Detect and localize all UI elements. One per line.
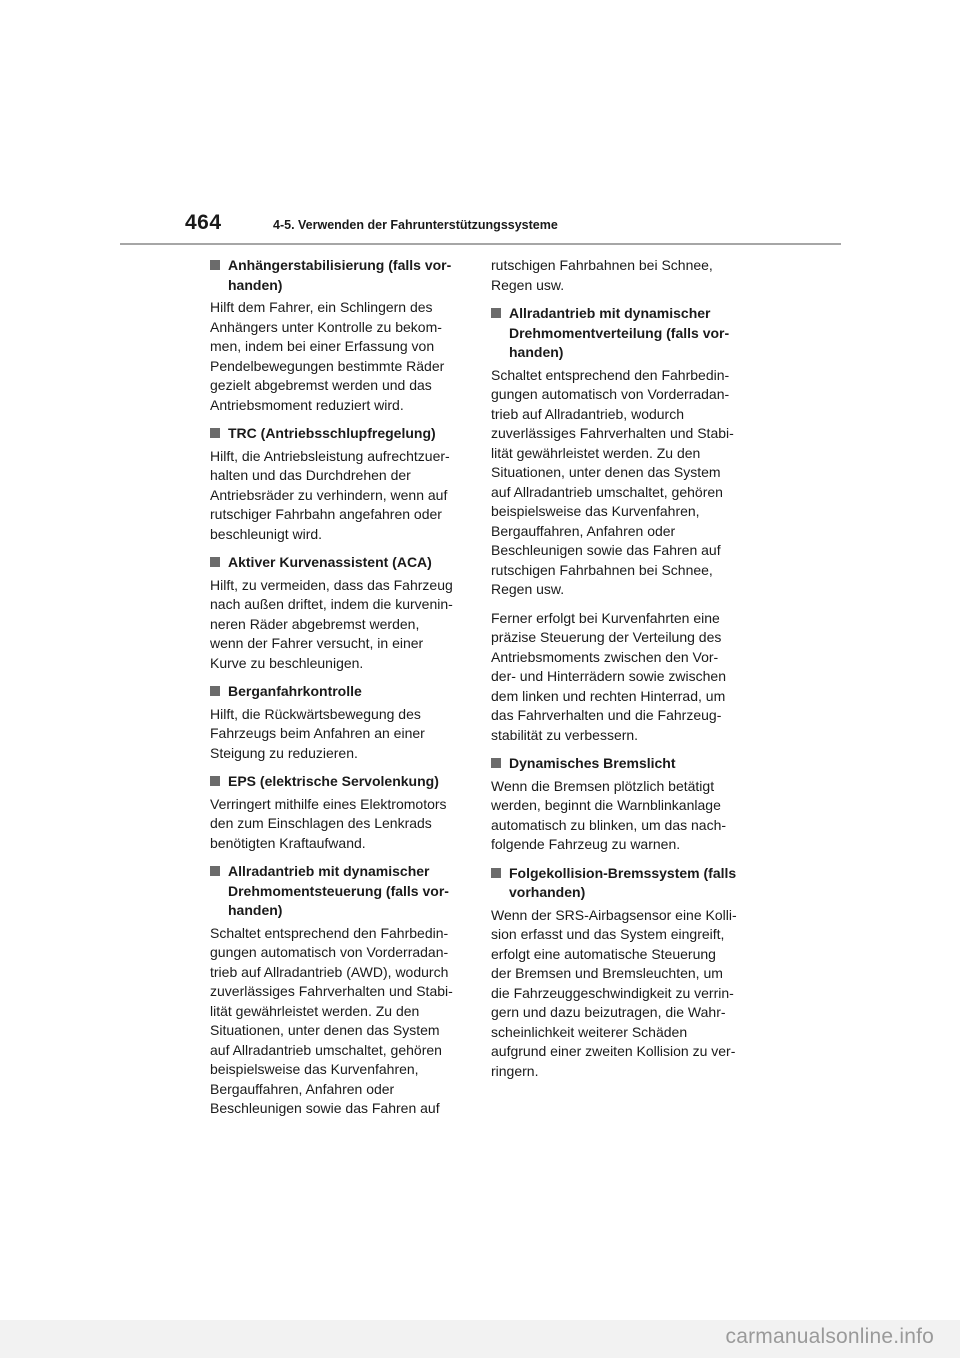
body-paragraph-line: gungen automatisch von Vorderradan-: [210, 944, 449, 960]
section-heading-line: Drehmomentverteilung (falls vor-: [509, 324, 730, 341]
square-bullet-icon: [491, 868, 501, 878]
section-heading-line: Anhängerstabilisierung (falls vor-: [228, 257, 452, 273]
body-paragraph-line: den zum Einschlagen des Lenkrads: [210, 815, 432, 831]
section-heading-line: handen): [228, 902, 283, 918]
section-heading-line: Drehmomentsteuerung (falls vor-: [228, 882, 449, 899]
section-heading-line: TRC (Antriebsschlupfregelung): [228, 425, 436, 441]
body-paragraph-line: benötigten Kraftaufwand.: [210, 834, 366, 851]
body-paragraph-line: gungen automatisch von Vorderradan-: [491, 386, 730, 402]
body-paragraph: [491, 777, 746, 855]
section-heading: [210, 553, 465, 573]
body-paragraph-line: präzise Steuerung der Verteilung des: [491, 629, 722, 645]
body-paragraph-line: beschleunigt wird.: [210, 525, 323, 542]
body-paragraph-line: trieb auf Allradantrieb, wodurch: [491, 405, 684, 422]
body-paragraph-line: werden, beginnt die Warnblinkanlage: [491, 797, 721, 813]
square-bullet-icon: [210, 776, 220, 786]
body-paragraph-line: beispielsweise das Kurvenfahren,: [210, 1061, 419, 1077]
body-paragraph-line: halten und das Durchdrehen der: [210, 467, 411, 483]
body-paragraph-line: beispielsweise das Kurvenfahren,: [491, 503, 700, 519]
body-paragraph-line: men, indem bei einer Erfassung von: [210, 338, 435, 354]
body-paragraph-line: die Fahrzeuggeschwindigkeit zu verrin-: [491, 984, 734, 1001]
body-paragraph: [210, 298, 465, 415]
body-paragraph-line: der Bremsen und Bremsleuchten, um: [491, 965, 723, 981]
body-paragraph-line: auf Allradantrieb umschaltet, gehören: [210, 1041, 442, 1058]
body-paragraph-line: Verringert mithilfe eines Elektromotors: [210, 795, 447, 812]
section-heading: [210, 682, 465, 702]
body-paragraph-line: der- und Hinterrädern sowie zwischen: [491, 668, 726, 684]
square-bullet-icon: [491, 758, 501, 768]
body-paragraph-line: stabilität zu verbessern.: [491, 726, 639, 743]
body-paragraph-line: scheinlichkeit weiterer Schäden: [491, 1023, 688, 1040]
body-paragraph-line: wenn der Fahrer versucht, in einer: [210, 635, 424, 651]
body-paragraph-line: Beschleunigen sowie das Fahren auf: [210, 1100, 440, 1116]
body-paragraph-line: rutschigen Fahrbahnen bei Schnee,: [491, 561, 713, 578]
body-paragraph-line: Wenn der SRS-Airbagsensor eine Kolli-: [491, 906, 737, 923]
section-heading-line: Aktiver Kurvenassistent (ACA): [228, 554, 432, 570]
header-divider: [120, 243, 841, 245]
body-paragraph-line: trieb auf Allradantrieb (AWD), wodurch: [210, 963, 449, 980]
body-paragraph-line: neren Räder abgebremst werden,: [210, 615, 420, 632]
body-paragraph-line: Regen usw.: [491, 581, 565, 597]
body-paragraph-line: Hilft, die Antriebsleistung aufrechtzuer-: [210, 447, 450, 464]
continued-paragraph-line: rutschigen Fahrbahnen bei Schnee,: [491, 257, 713, 273]
section-heading-line: vorhanden): [509, 884, 586, 900]
body-paragraph-line: Situationen, unter denen das System: [210, 1022, 440, 1038]
continued-paragraph-line: Regen usw.: [491, 276, 565, 293]
body-paragraph-line: Situationen, unter denen das System: [491, 464, 721, 480]
body-paragraph-line: zuverlässiges Fahrverhalten und Stabi-: [210, 983, 453, 999]
body-paragraph-line: rutschiger Fahrbahn angefahren oder: [210, 506, 442, 522]
watermark-text: carmanualsonline.info: [725, 1325, 934, 1348]
square-bullet-icon: [210, 866, 220, 876]
continued-paragraph: [491, 256, 746, 295]
section-title: 4-5. Verwenden der Fahrunterstützungssysteme: [273, 218, 558, 232]
body-paragraph: [491, 366, 746, 600]
body-paragraph-line: Bergauffahren, Anfahren oder: [491, 522, 676, 539]
body-paragraph-line: automatisch zu blinken, um das nach-: [491, 816, 727, 833]
body-paragraph-line: Antriebsmoments zwischen den Vor-: [491, 648, 719, 665]
body-paragraph: [210, 924, 465, 1119]
body-paragraph-line: Hilft dem Fahrer, ein Schlingern des: [210, 299, 433, 315]
section-heading: [491, 864, 746, 903]
section-heading-line: handen): [228, 276, 283, 293]
section-heading: [210, 772, 465, 792]
body-paragraph-line: sion erfasst und das System eingreift,: [491, 926, 725, 942]
body-paragraph-line: Ferner erfolgt bei Kurvenfahrten eine: [491, 609, 720, 626]
body-paragraph-line: gezielt abgebremst werden und das: [210, 377, 432, 393]
section-heading-line: Berganfahrkontrolle: [228, 683, 362, 699]
body-paragraph: [491, 609, 746, 746]
body-paragraph-line: lität gewährleistet werden. Zu den: [210, 1002, 420, 1019]
body-paragraph-line: Kurve zu beschleunigen.: [210, 654, 364, 671]
square-bullet-icon: [491, 308, 501, 318]
body-paragraph-line: auf Allradantrieb umschaltet, gehören: [491, 483, 723, 500]
section-heading-line: handen): [509, 344, 564, 360]
body-paragraph-line: erfolgt eine automatische Steuerung: [491, 945, 716, 962]
body-paragraph-line: nach außen driftet, indem die kurvenin-: [210, 596, 453, 612]
page-number: 464: [185, 211, 222, 234]
body-paragraph-line: Bergauffahren, Anfahren oder: [210, 1080, 395, 1097]
section-heading: [210, 862, 465, 921]
section-heading: [210, 424, 465, 444]
body-paragraph-line: dem linken und rechten Hinterrad, um: [491, 687, 726, 704]
section-heading-line: Allradantrieb mit dynamischer: [509, 305, 711, 321]
body-paragraph-line: Fahrzeugs beim Anfahren an einer: [210, 725, 425, 741]
body-paragraph-line: Wenn die Bremsen plötzlich betätigt: [491, 777, 715, 794]
square-bullet-icon: [210, 428, 220, 438]
body-paragraph: [210, 447, 465, 545]
body-paragraph-line: zuverlässiges Fahrverhalten und Stabi-: [491, 425, 734, 441]
body-paragraph-line: das Fahrverhalten und die Fahrzeug-: [491, 707, 722, 723]
page-header: [0, 0, 960, 250]
body-paragraph-line: Antriebsräder zu verhindern, wenn auf: [210, 486, 448, 503]
section-heading-line: EPS (elektrische Servolenkung): [228, 773, 439, 789]
section-heading-line: Allradantrieb mit dynamischer: [228, 863, 430, 879]
body-paragraph-line: ringern.: [491, 1062, 539, 1079]
square-bullet-icon: [210, 557, 220, 567]
body-paragraph-line: Hilft, die Rückwärtsbewegung des: [210, 705, 421, 722]
body-paragraph-line: Steigung zu reduzieren.: [210, 744, 358, 761]
section-heading-line: Dynamisches Bremslicht: [509, 755, 676, 771]
square-bullet-icon: [210, 686, 220, 696]
body-paragraph-line: Hilft, zu vermeiden, dass das Fahrzeug: [210, 576, 453, 593]
section-heading-line: Folgekollision-Bremssystem (falls: [509, 864, 737, 881]
body-paragraph-line: lität gewährleistet werden. Zu den: [491, 444, 701, 461]
body-paragraph-line: folgende Fahrzeug zu warnen.: [491, 836, 681, 852]
body-paragraph-line: Anhängers unter Kontrolle zu bekom-: [210, 318, 442, 335]
body-paragraph-line: Schaltet entsprechend den Fahrbedin-: [210, 924, 449, 941]
right-column: [491, 256, 746, 1090]
body-paragraph-line: Pendelbewegungen bestimmte Räder: [210, 357, 445, 374]
body-paragraph-line: Beschleunigen sowie das Fahren auf: [491, 542, 721, 558]
body-paragraph: [210, 795, 465, 854]
square-bullet-icon: [210, 260, 220, 270]
section-heading: [491, 304, 746, 363]
body-paragraph-line: gern und dazu beizutragen, die Wahr-: [491, 1004, 726, 1020]
body-paragraph: [210, 705, 465, 764]
body-paragraph-line: Antriebsmoment reduziert wird.: [210, 396, 404, 413]
body-paragraph: [210, 576, 465, 674]
section-heading: [210, 256, 465, 295]
body-paragraph-line: Schaltet entsprechend den Fahrbedin-: [491, 366, 730, 383]
section-heading: [491, 754, 746, 774]
body-paragraph: [491, 906, 746, 1082]
left-column: [210, 256, 465, 1128]
body-paragraph-line: aufgrund einer zweiten Kollision zu ver-: [491, 1043, 736, 1059]
